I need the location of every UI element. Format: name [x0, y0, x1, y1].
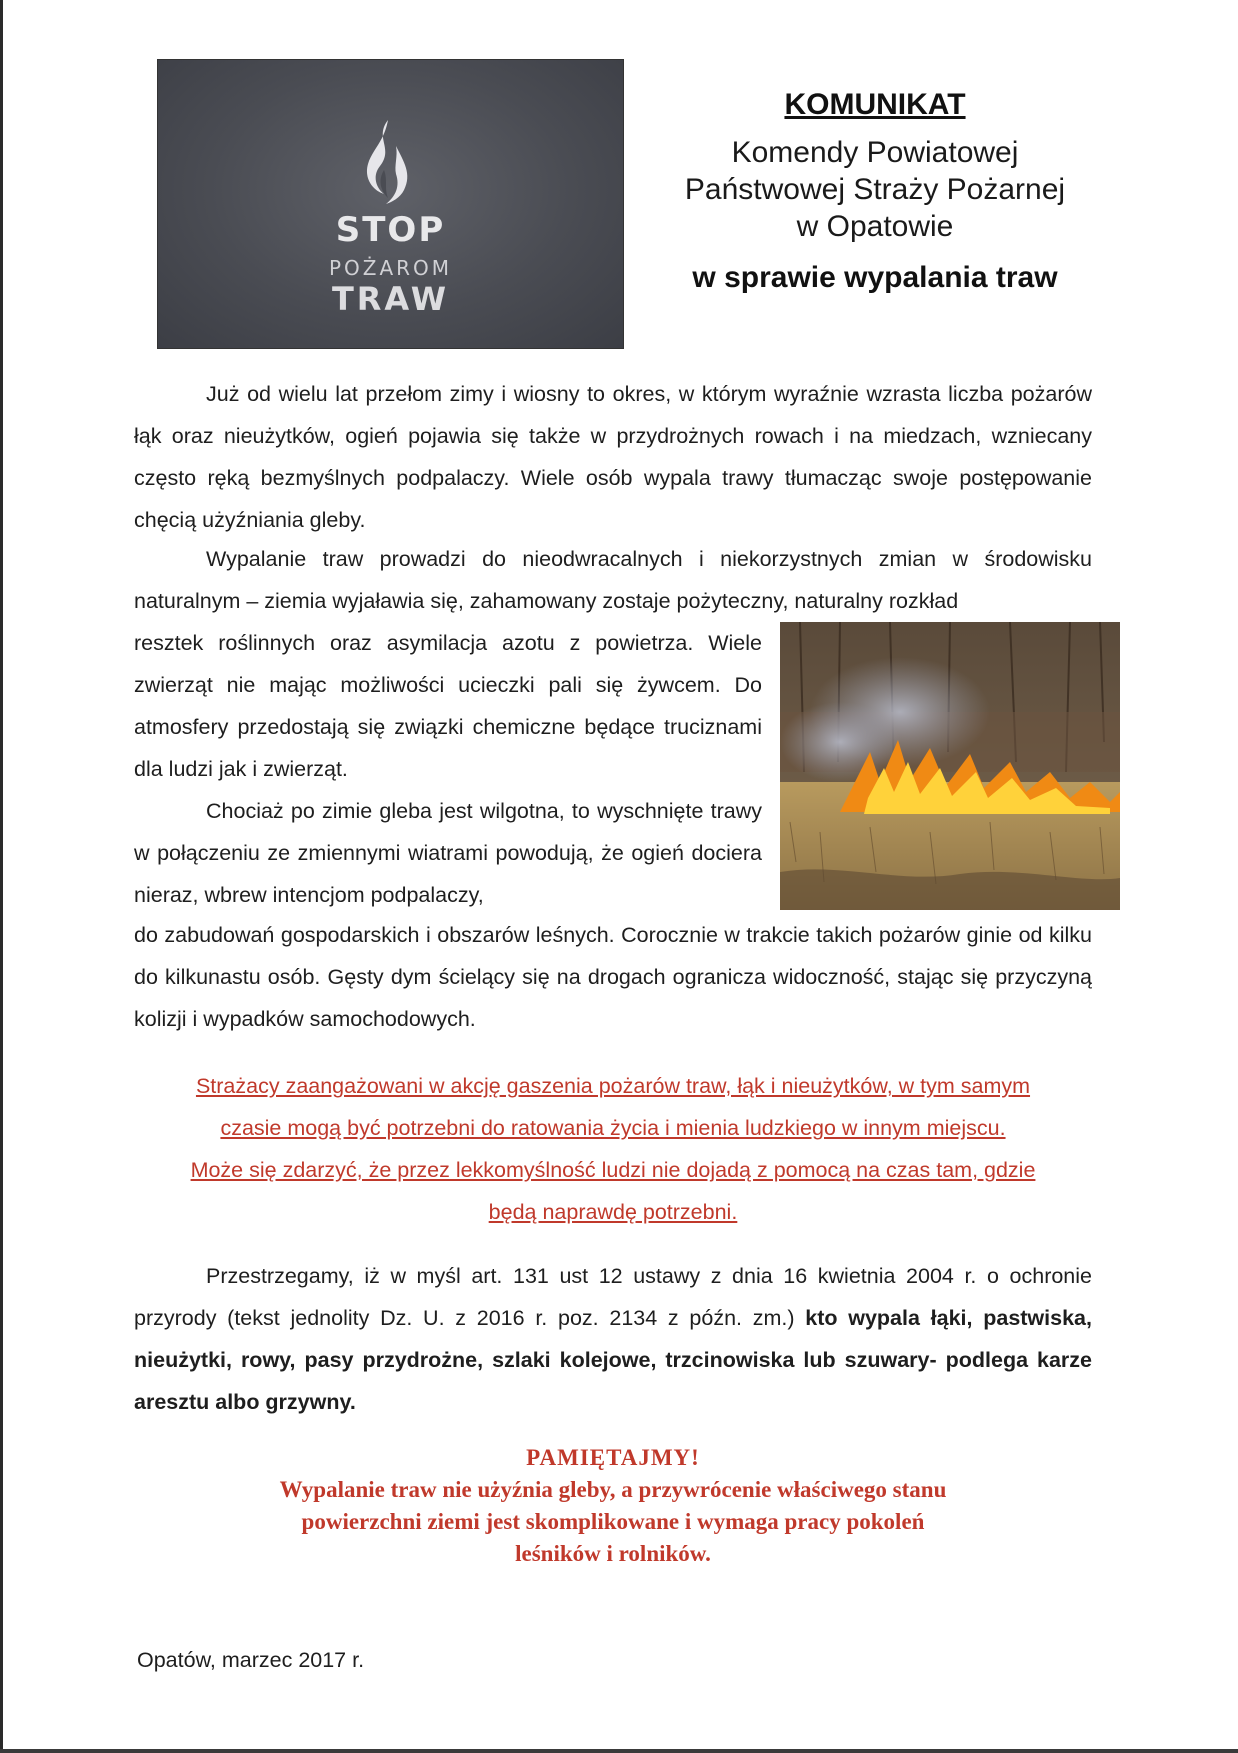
org-line-1: Komendy Powiatowej: [731, 136, 1019, 169]
remember-notice: [130, 1442, 1096, 1570]
remember-line-2: powierzchni ziemi jest skomplikowane i wymaga pracy pokoleń: [301, 1509, 925, 1534]
paragraph-wind-start: Chociaż po zimie gleba jest wilgotna, to wyschnięte trawy w połączeniu ze zmiennymi wiatrami powodują, że ogień dociera nieraz, wbrew intencjom podpalaczy,: [134, 799, 762, 907]
paragraph-effects-cont: resztek roślinnych oraz asymilacja azotu z powietrza. Wiele zwierząt nie mając możliwości ucieczki pali się żywcem. Do atmosfery przedostają się związki chemiczne będące truciznami dla ludzi jak i zwierząt.: [134, 631, 762, 781]
warning-line-4: będą naprawdę potrzebni.: [488, 1200, 738, 1224]
document-title: KOMUNIKAT: [784, 88, 966, 121]
remember-heading: PAMIĘTAJMY!: [526, 1445, 700, 1470]
org-line-3: w Opatowie: [796, 210, 954, 243]
scan-edge: [0, 1749, 1238, 1753]
paragraph-intro: Już od wielu lat przełom zimy i wiosny to okres, w którym wyraźnie wzrasta liczba pożarów łąk oraz nieużytków, ogień pojawia się także w przydrożnych rowach i na miedzach, wzniecany często ręką bezmyślnych podpalaczy. Wiele osób wypala trawy tłumacząc swoje postępowanie chęcią użyźniania gleby.: [134, 382, 1092, 532]
paragraph-wind-cont: do zabudowań gospodarskich i obszarów leśnych. Corocznie w trakcie takich pożarów ginie od kilku do kilkunastu osób. Gęsty dym ścielący się na drogach ogranicza widoczność, stając się przyczyną kolizji i wypadków samochodowych.: [134, 923, 1092, 1031]
remember-line-3: leśników i rolników.: [515, 1541, 711, 1566]
stop-fires-logo: [158, 60, 623, 348]
org-line-2: Państwowej Straży Pożarnej: [684, 173, 1066, 206]
place-date: Opatów, marzec 2017 r.: [137, 1648, 365, 1672]
flame-icon: [354, 118, 418, 214]
logo-traw: TRAW: [331, 280, 450, 318]
scan-edge: [0, 0, 3, 1753]
firefighters-warning: [130, 1065, 1096, 1233]
law-text: Przestrzegamy, iż w myśl art. 131 ust 12 ustawy z dnia 16 kwietnia 2004 r. o ochronie przyrody (tekst jednolity Dz. U. z 2016 r. poz. 2134 z późn. zm.): [134, 1264, 1092, 1330]
grass-fire-photo: [780, 622, 1120, 910]
document-header: [650, 88, 1100, 295]
warning-line-2: czasie mogą być potrzebni do ratowania życia i mienia ludzkiego w innym miejscu.: [220, 1116, 1006, 1140]
paragraph-effects-start: Wypalanie traw prowadzi do nieodwracalnych i niekorzystnych zmian w środowisku naturalnym – ziemia wyjaławia się, zahamowany zostaje pożyteczny, naturalny rozkład: [134, 547, 1092, 613]
document-subject: w sprawie wypalania traw: [692, 261, 1058, 294]
logo-pozarom: POŻAROM: [328, 256, 453, 280]
logo-stop: STOP: [335, 210, 446, 250]
law-penalty: kto wypala łąki, pastwiska, nieużytki, rowy, pasy przydrożne, szlaki kolejowe, trzcinowiska lub szuwary- podlega karze aresztu albo grzywny.: [134, 1306, 1092, 1414]
warning-line-1: Strażacy zaangażowani w akcję gaszenia pożarów traw, łąk i nieużytków, w tym samym: [195, 1074, 1031, 1098]
law-paragraph: [134, 1255, 1092, 1423]
remember-line-1: Wypalanie traw nie użyźnia gleby, a przywrócenie właściwego stanu: [279, 1477, 947, 1502]
warning-line-3: Może się zdarzyć, że przez lekkomyślność ludzi nie dojadą z pomocą na czas tam, gdzie: [190, 1158, 1036, 1182]
